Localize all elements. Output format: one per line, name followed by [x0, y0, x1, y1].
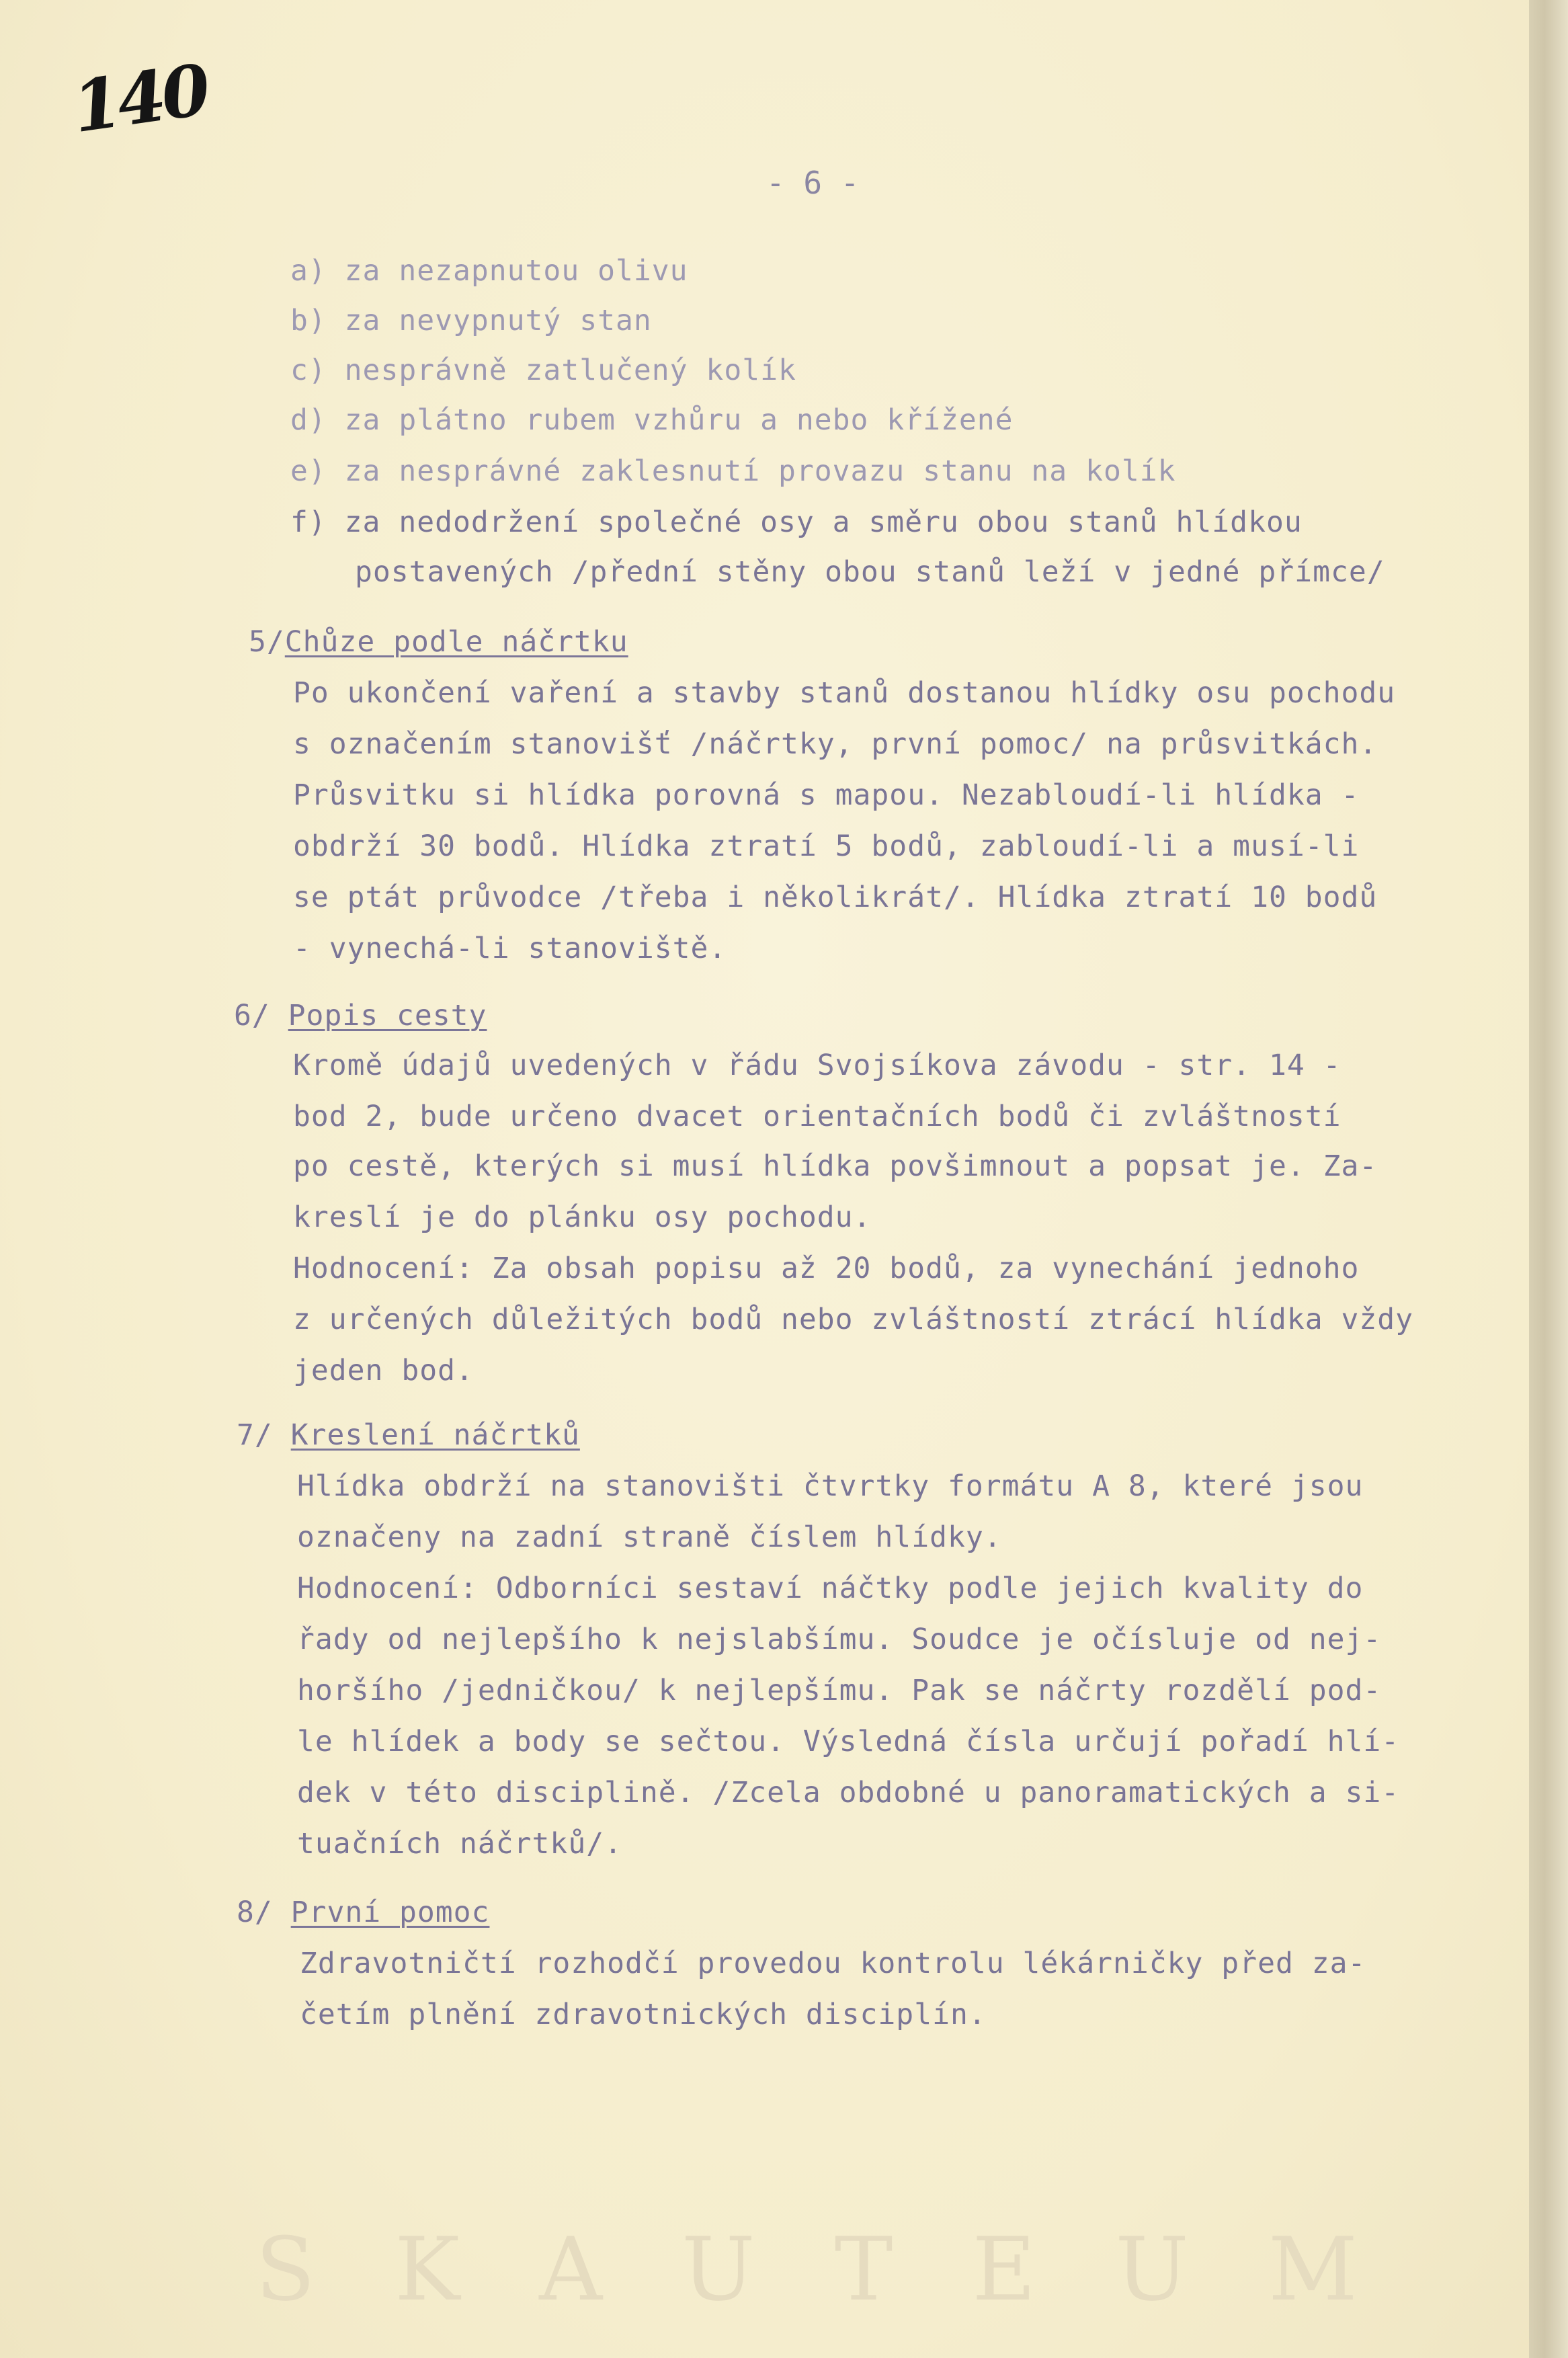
- list-item: f) za nedodržení společné osy a směru obou stanů hlídkou: [290, 505, 1303, 539]
- skauteum-watermark: [255, 2218, 1358, 2320]
- text-line: označeny na zadní straně číslem hlídky.: [297, 1520, 1002, 1554]
- text-line: Hlídka obdrží na stanovišti čtvrtky formátu A 8, které jsou: [297, 1469, 1364, 1503]
- watermark-letter: M: [1268, 2218, 1358, 2320]
- section-title: Kreslení náčrtků: [290, 1418, 580, 1452]
- list-item: postavených /přední stěny obou stanů leží v jedné přímce/: [355, 555, 1385, 589]
- text-line: - vynechá-li stanoviště.: [293, 932, 727, 965]
- section-heading: [249, 625, 628, 659]
- list-item: d) za plátno rubem vzhůru a nebo křížené: [290, 403, 1014, 437]
- text-line: Po ukončení vaření a stavby stanů dostanou hlídky osu pochodu: [293, 676, 1396, 710]
- page-number: - 6 -: [766, 165, 860, 201]
- text-line: jeden bod.: [293, 1354, 474, 1387]
- list-item: c) nesprávně zatlučený kolík: [290, 354, 796, 387]
- watermark-letter: U: [1115, 2218, 1189, 2320]
- text-line: Kromě údajů uvedených v řádu Svojsíkova závodu - str. 14 -: [293, 1049, 1342, 1082]
- text-line: četím plnění zdravotnických disciplín.: [300, 1998, 987, 2031]
- handwritten-page-number: 140: [67, 48, 212, 149]
- text-line: Průsvitku si hlídka porovná s mapou. Nezabloudí-li hlídka -: [293, 778, 1360, 812]
- watermark-letter: S: [255, 2218, 316, 2320]
- section-number: 5/: [249, 625, 285, 659]
- text-line: obdrží 30 bodů. Hlídka ztratí 5 bodů, zabloudí-li a musí-li: [293, 829, 1360, 863]
- section-number: 6/: [234, 999, 270, 1032]
- watermark-letter: T: [834, 2218, 893, 2320]
- section-heading: [237, 1418, 580, 1452]
- section-heading: [237, 1896, 489, 1929]
- text-line: Hodnocení: Za obsah popisu až 20 bodů, za vynechání jednoho: [293, 1252, 1360, 1285]
- section-heading: [234, 999, 487, 1032]
- text-line: po cestě, kterých si musí hlídka povšimnout a popsat je. Za-: [293, 1149, 1378, 1183]
- list-item: e) za nesprávné zaklesnutí provazu stanu na kolík: [290, 454, 1176, 488]
- text-line: se ptát průvodce /třeba i několikrát/. Hlídka ztratí 10 bodů: [293, 881, 1378, 914]
- text-line: le hlídek a body se sečtou. Výsledná čísla určují pořadí hlí-: [297, 1725, 1400, 1758]
- text-line: kreslí je do plánku osy pochodu.: [293, 1201, 872, 1234]
- text-line: dek v této disciplině. /Zcela obdobné u panoramatických a si-: [297, 1776, 1400, 1810]
- list-item: b) za nevypnutý stan: [290, 304, 652, 337]
- page-edge-shadow: [1529, 0, 1568, 2358]
- section-number: 8/: [237, 1896, 273, 1929]
- list-item: a) za nezapnutou olivu: [290, 254, 688, 288]
- watermark-letter: E: [972, 2218, 1036, 2320]
- section-title: Chůze podle náčrtku: [284, 625, 628, 659]
- watermark-letter: A: [539, 2218, 603, 2320]
- text-line: Hodnocení: Odborníci sestaví náčtky podle jejich kvality do: [297, 1572, 1364, 1605]
- text-line: s označením stanovišť /náčrtky, první pomoc/ na průsvitkách.: [293, 727, 1378, 761]
- watermark-letter: U: [682, 2218, 755, 2320]
- watermark-letter: K: [395, 2218, 460, 2320]
- section-title: Popis cesty: [288, 999, 487, 1032]
- text-line: horšího /jedničkou/ k nejlepšímu. Pak se náčrty rozdělí pod-: [297, 1674, 1382, 1707]
- text-line: tuačních náčrtků/.: [297, 1827, 622, 1861]
- text-line: z určených důležitých bodů nebo zvláštností ztrácí hlídka vždy: [293, 1303, 1414, 1336]
- section-title: První pomoc: [290, 1896, 490, 1929]
- text-line: řady od nejlepšího k nejslabšímu. Soudce je očísluje od nej-: [297, 1623, 1382, 1656]
- text-line: Zdravotničtí rozhodčí provedou kontrolu lékárničky před za-: [300, 1947, 1366, 1980]
- text-line: bod 2, bude určeno dvacet orientačních bodů či zvláštností: [293, 1100, 1342, 1133]
- section-number: 7/: [237, 1418, 273, 1452]
